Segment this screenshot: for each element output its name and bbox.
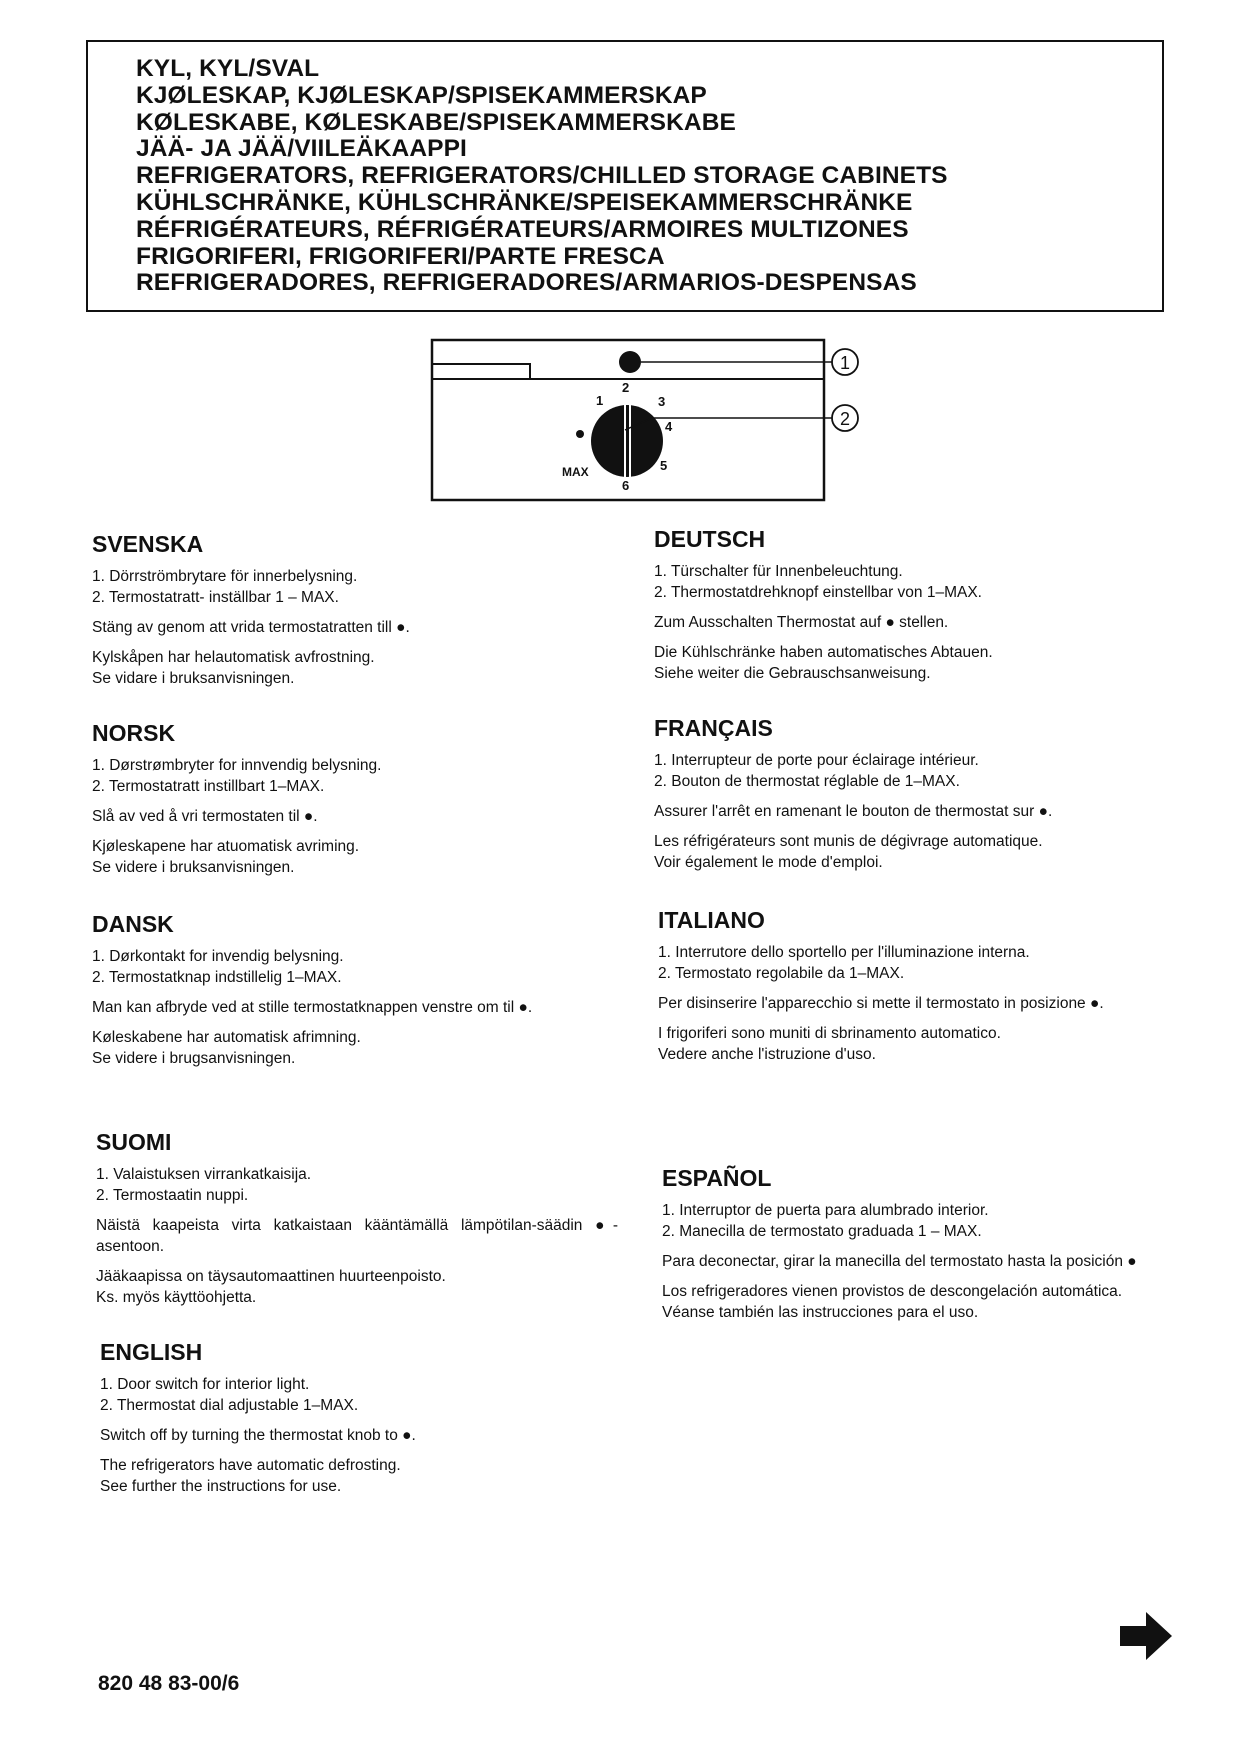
list-item: 2. Termostato regolabile da 1–MAX. [658, 965, 905, 982]
section-heading: ESPAÑOL [662, 1165, 772, 1191]
dial-number-2: 2 [622, 380, 630, 395]
section-svenska [92, 530, 410, 689]
section-heading: SUOMI [96, 1129, 172, 1155]
paragraph: Zum Ausschalten Thermostat auf ● stellen. [654, 614, 949, 631]
document-number: 820 48 83-00/6 [98, 1672, 240, 1695]
list-item: 1. Türschalter für Innenbeleuchtung. [654, 563, 903, 580]
title-line: KÜHLSCHRÄNKE, KÜHLSCHRÄNKE/SPEISEKAMMERSCHRÄNKE [136, 188, 913, 216]
title-box [86, 40, 1164, 312]
section-francais [654, 714, 1052, 873]
door-switch-icon [619, 351, 641, 373]
paragraph: Para deconectar, girar la manecilla del termostato hasta la posición ● [662, 1253, 1137, 1270]
title-line: KØLESKABE, KØLESKABE/SPISEKAMMERSKABE [136, 108, 736, 136]
callout-label-2: 2 [839, 409, 851, 429]
list-item: 2. Termostatratt instillbart 1–MAX. [92, 778, 325, 795]
section-heading: DANSK [92, 911, 174, 937]
dial-max-label: MAX [562, 465, 589, 479]
list-item: 1. Interrupteur de porte pour éclairage intérieur. [654, 752, 979, 769]
section-english [100, 1338, 416, 1497]
title-line: JÄÄ- JA JÄÄ/VIILEÄKAAPPI [136, 135, 467, 163]
section-norsk [92, 719, 381, 878]
title-line: KYL, KYL/SVAL [136, 55, 320, 82]
section-dansk [92, 910, 614, 1069]
list-item: 2. Termostatknap indstillelig 1–MAX. [92, 969, 342, 986]
paragraph: Man kan afbryde ved at stille termostatknappen venstre om til ●. [92, 999, 533, 1016]
paragraph: Näistä kaapeista virta katkaistaan kääntämällä lämpötilan-säädin ●-asentoon. [96, 1217, 618, 1255]
dial-number-3: 3 [658, 394, 666, 409]
paragraph: Los refrigeradores vienen provistos de descongelación automática. [662, 1283, 1123, 1300]
title-line: RÉFRIGÉRATEURS, RÉFRIGÉRATEURS/ARMOIRES MULTIZONES [136, 215, 909, 243]
paragraph: Die Kühlschränke haben automatisches Abtauen. [654, 644, 993, 661]
dial-number-6: 6 [622, 478, 630, 493]
section-suomi [96, 1128, 618, 1308]
section-heading: ENGLISH [100, 1339, 203, 1365]
list-item: 1. Dörrströmbrytare för innerbelysning. [92, 568, 358, 585]
paragraph: I frigoriferi sono muniti di sbrinamento automatico. [658, 1025, 1001, 1042]
paragraph: Se videre i brugsanvisningen. [92, 1050, 296, 1067]
off-position-dot-icon [576, 430, 584, 438]
title-line: FRIGORIFERI, FRIGORIFERI/PARTE FRESCA [136, 242, 665, 270]
dial-number-1: 1 [596, 393, 604, 408]
paragraph: See further the instructions for use. [100, 1478, 342, 1495]
list-item: 1. Valaistuksen virrankatkaisija. [96, 1166, 312, 1183]
list-item: 1. Interruptor de puerta para alumbrado interior. [662, 1202, 989, 1219]
paragraph: Per disinserire l'apparecchio si mette il termostato in posizione ●. [658, 995, 1104, 1012]
paragraph: Køleskabene har automatisk afrimning. [92, 1029, 361, 1046]
list-item: 2. Termostatratt- inställbar 1 – MAX. [92, 589, 339, 606]
list-item: 2. Thermostatdrehknopf einstellbar von 1–MAX. [654, 584, 982, 601]
paragraph: Switch off by turning the thermostat knob to ●. [100, 1427, 416, 1444]
callout-label-1: 1 [839, 353, 851, 373]
paragraph: Se vidare i bruksanvisningen. [92, 670, 295, 687]
paragraph: Jääkaapissa on täysautomaattinen huurteenpoisto. [96, 1268, 446, 1285]
list-item: 1. Door switch for interior light. [100, 1376, 310, 1393]
paragraph: Véanse también las instrucciones para el uso. [662, 1304, 979, 1321]
paragraph: Kjøleskapene har atuomatisk avriming. [92, 838, 360, 855]
section-heading: NORSK [92, 720, 176, 746]
title-line: REFRIGERATORS, REFRIGERATORS/CHILLED STORAGE CABINETS [136, 162, 948, 190]
thermostat-dial-icon [591, 405, 663, 477]
paragraph: Voir également le mode d'emploi. [654, 854, 883, 871]
section-espanol [662, 1164, 1184, 1323]
section-heading: ITALIANO [658, 907, 765, 933]
section-italiano [658, 906, 1180, 1065]
paragraph: Kylskåpen har helautomatisk avfrostning. [92, 649, 375, 666]
list-item: 2. Thermostat dial adjustable 1–MAX. [100, 1397, 359, 1414]
section-deutsch [654, 525, 993, 684]
section-heading: FRANÇAIS [654, 715, 773, 741]
list-item: 1. Dørstrømbryter for innvendig belysning. [92, 757, 382, 774]
list-item: 1. Interrutore dello sportello per l'illuminazione interna. [658, 944, 1030, 961]
list-item: 1. Dørkontakt for invendig belysning. [92, 948, 344, 965]
list-item: 2. Termostaatin nuppi. [96, 1187, 249, 1204]
paragraph: Slå av ved å vri termostaten til ●. [92, 808, 318, 825]
section-heading: DEUTSCH [654, 526, 766, 552]
paragraph: Stäng av genom att vrida termostatratten till ●. [92, 619, 410, 636]
title-line: REFRIGERADORES, REFRIGERADORES/ARMARIOS-DESPENSAS [136, 269, 917, 297]
title-line: KJØLESKAP, KJØLESKAP/SPISEKAMMERSKAP [136, 81, 707, 109]
section-heading: SVENSKA [92, 531, 204, 557]
list-item: 2. Manecilla de termostato graduada 1 – MAX. [662, 1223, 982, 1240]
control-panel-diagram [420, 330, 890, 505]
door-switch-recess [432, 364, 530, 379]
paragraph: Assurer l'arrêt en ramenant le bouton de thermostat sur ●. [654, 803, 1053, 820]
paragraph: Les réfrigérateurs sont munis de dégivrage automatique. [654, 833, 1043, 850]
dial-number-5: 5 [660, 458, 668, 473]
dial-number-4: 4 [665, 419, 673, 434]
paragraph: Se videre i bruksanvisningen. [92, 859, 295, 876]
paragraph: The refrigerators have automatic defrosting. [100, 1457, 401, 1474]
paragraph: Siehe weiter die Gebrauschsanweisung. [654, 665, 931, 682]
right-arrow-icon [1120, 1612, 1172, 1660]
paragraph: Ks. myös käyttöohjetta. [96, 1289, 257, 1306]
list-item: 2. Bouton de thermostat réglable de 1–MAX. [654, 773, 960, 790]
paragraph: Vedere anche l'istruzione d'uso. [658, 1046, 876, 1063]
